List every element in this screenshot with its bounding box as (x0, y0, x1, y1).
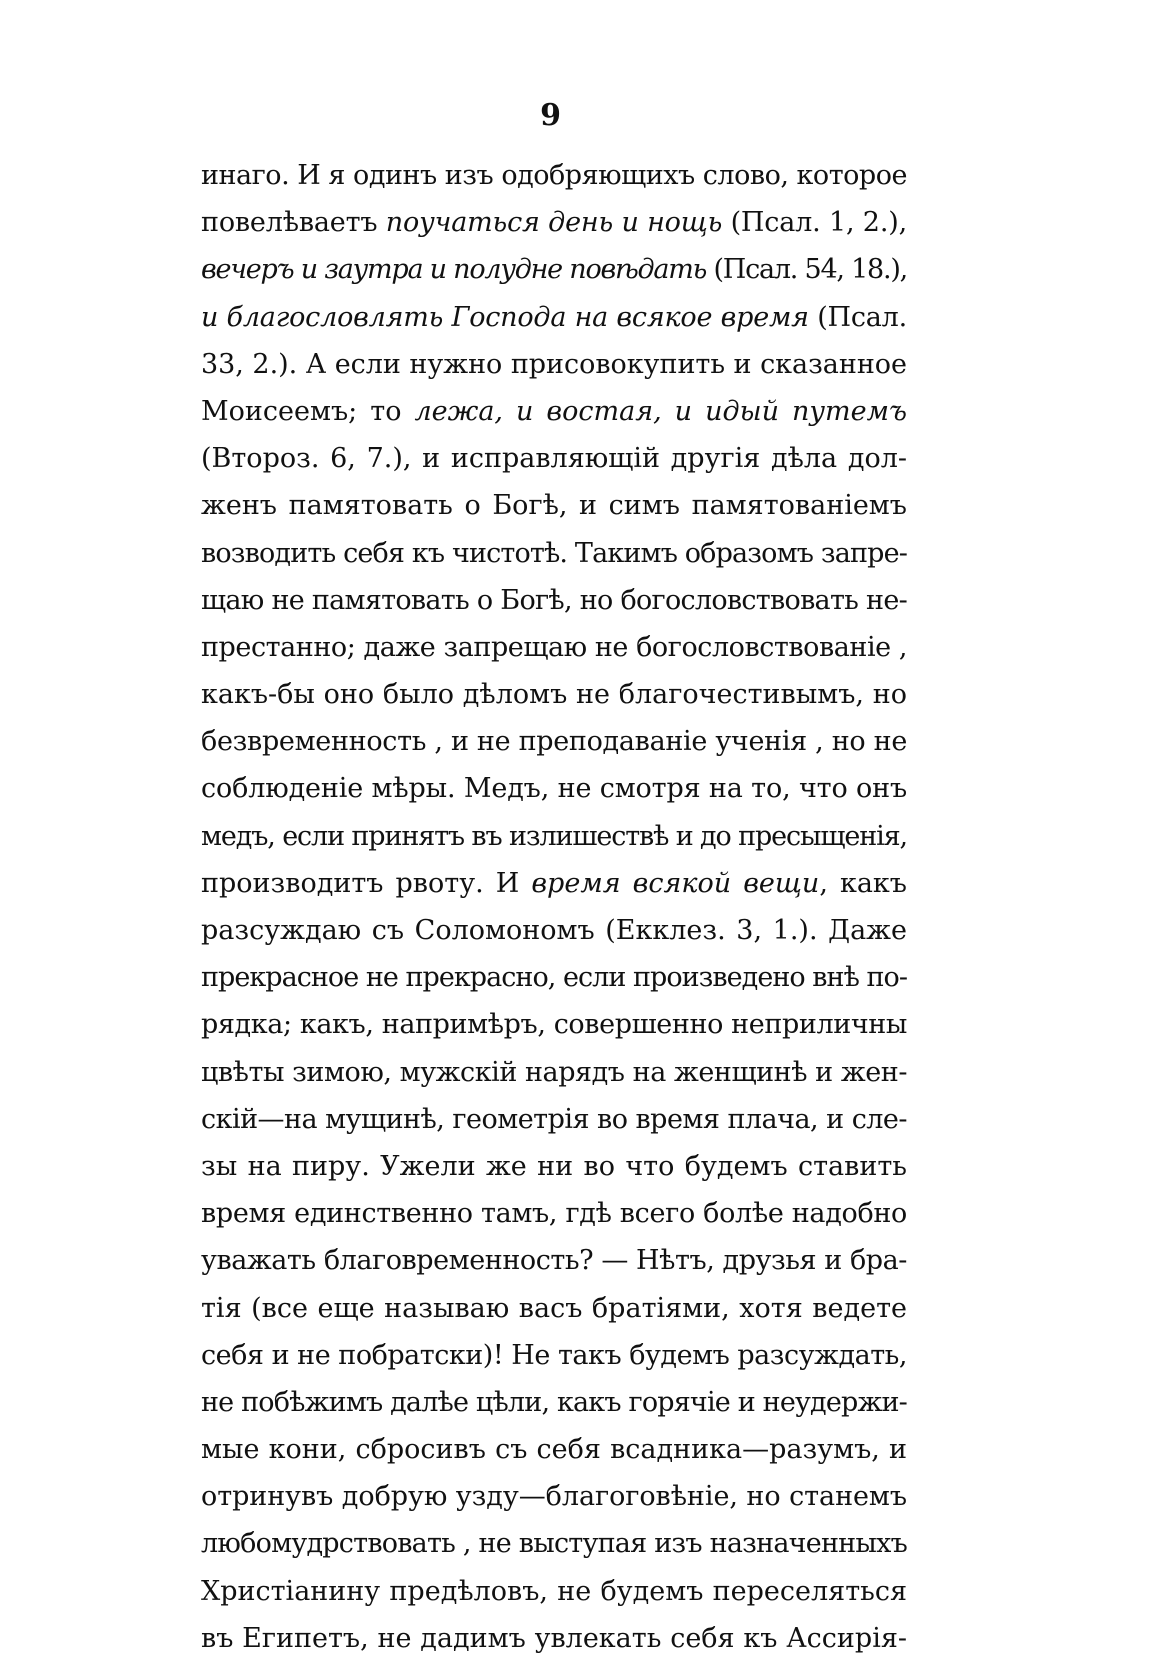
text-segment: инаго. И я одинъ изъ одобряющихъ слово, которое (201, 160, 907, 191)
text-line (201, 718, 907, 765)
text-line (201, 1190, 907, 1237)
body-text (201, 152, 907, 1662)
italic-quote: поучаться день и нощь (385, 207, 723, 239)
text-line (201, 1332, 907, 1379)
text-line (201, 1096, 907, 1143)
italic-quote: вечеръ и заутра и полудне повѣдать (201, 254, 707, 286)
text-segment: рядка; какъ, напримѣръ, совершенно неприличны (201, 1009, 907, 1041)
text-segment: соблюденіе мѣры. Медъ, не смотря на то, что онъ (201, 773, 907, 805)
text-line (201, 954, 907, 1001)
text-line (201, 152, 907, 199)
text-line (201, 1379, 907, 1426)
text-line (201, 246, 907, 293)
text-line (201, 671, 907, 718)
text-segment: какъ-бы оно было дѣломъ не благочестивымъ, но (201, 679, 907, 711)
text-segment: мые кони, сбросивъ съ себя всадника—разумъ, и (201, 1434, 907, 1466)
text-segment: повелѣваетъ (201, 207, 386, 239)
text-line (201, 1049, 907, 1096)
text-line (201, 388, 907, 435)
text-line (201, 294, 907, 341)
text-line (201, 860, 907, 907)
text-segment: скій—на мущинѣ, геометрія во время плача, и сле- (201, 1103, 907, 1135)
text-segment: уважать благовременность? — Нѣтъ, друзья и бра- (201, 1245, 907, 1277)
text-line (201, 341, 907, 388)
text-line (201, 435, 907, 482)
text-line (201, 1615, 907, 1662)
text-line (201, 765, 907, 812)
text-segment: женъ памятовать о Богѣ, и симъ памятованіемъ (201, 490, 907, 522)
text-segment: любомудрствовать , не выступая изъ назначенныхъ (201, 1528, 907, 1560)
text-segment: не побѣжимъ далѣе цѣли, какъ горячіе и неудержи- (201, 1386, 907, 1418)
text-line (201, 813, 907, 860)
text-segment: (Псал. 1, 2.), (722, 207, 907, 239)
text-segment: прекрасное не прекрасно, если произведено внѣ по- (201, 962, 907, 994)
text-segment: производитъ рвоту. И (201, 867, 532, 899)
page-number: 9 (540, 98, 561, 133)
text-line (201, 530, 907, 577)
text-segment: (Второз. 6, 7.), и исправляющій другія дѣла дол- (201, 443, 907, 475)
text-segment: (Псал. (808, 301, 907, 333)
text-line (201, 1426, 907, 1473)
text-segment: возводить себя къ чистотѣ. Такимъ образомъ запре- (201, 537, 907, 569)
text-segment: престанно; даже запрещаю не богословствованіе , (201, 631, 907, 663)
text-segment: Христіанину предѣловъ, не будемъ переселяться (201, 1575, 907, 1607)
text-segment: въ Египетъ, не дадимъ увлекать себя къ Ассирія- (201, 1622, 907, 1654)
text-segment: (Псал. 54, 18.), (706, 254, 907, 286)
italic-quote: лежа, и востая, и идый путемъ (414, 395, 907, 427)
text-line (201, 907, 907, 954)
text-segment: тія (все еще называю васъ братіями, хотя ведете (201, 1292, 907, 1324)
text-segment: медъ, если принятъ въ излишествѣ и до пресыщенія, (201, 820, 907, 852)
text-segment: цвѣты зимою, мужскій нарядъ на женщинѣ и жен- (201, 1056, 907, 1088)
text-segment: щаю не памятовать о Богѣ, но богословствовать не- (201, 584, 908, 616)
text-segment: безвременность , и не преподаваніе ученія , но не (201, 726, 907, 758)
text-line (201, 1001, 907, 1048)
text-segment: 33, 2.). А если нужно присовокупить и сказанное (201, 348, 907, 380)
text-segment: Моисеемъ; то (201, 395, 415, 427)
text-line (201, 482, 907, 529)
text-line (201, 1473, 907, 1520)
text-segment: себя и не побратски)! Не такъ будемъ разсуждать, (201, 1339, 907, 1371)
text-segment: , какъ (819, 867, 907, 899)
text-line (201, 1520, 907, 1567)
italic-quote: и благословлять Господа на всякое время (201, 301, 809, 333)
text-line (201, 1285, 907, 1332)
text-segment: отринувъ добрую узду—благоговѣніе, но станемъ (201, 1481, 907, 1513)
text-segment: зы на пиру. Ужели же ни во что будемъ ставить (201, 1150, 907, 1182)
italic-quote: время всякой вещи (531, 867, 820, 899)
text-line (201, 1568, 907, 1615)
text-line (201, 624, 907, 671)
text-segment: разсуждаю съ Соломономъ (Екклез. 3, 1.). Даже (201, 915, 907, 946)
text-line (201, 1237, 907, 1284)
text-line (201, 577, 907, 624)
text-segment: время единственно тамъ, гдѣ всего болѣе надобно (201, 1198, 907, 1230)
text-line (201, 199, 907, 246)
text-line (201, 1143, 907, 1190)
